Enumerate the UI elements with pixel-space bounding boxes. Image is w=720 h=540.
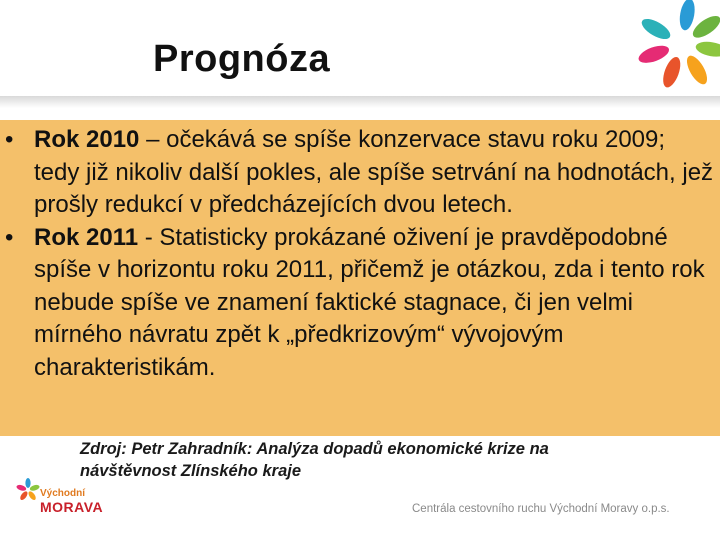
bullet-item-2011	[0, 222, 720, 385]
source-line-1: Zdroj: Petr Zahradník: Analýza dopadů ekonomické krize na	[80, 440, 549, 458]
title-area	[0, 0, 720, 118]
logo-text-morava: MORAVA	[40, 499, 104, 515]
footer-organization: Centrála cestovního ruchu Východní Moravy o.p.s.	[412, 503, 670, 515]
source-line-2: návštěvnost Zlínského kraje	[80, 462, 302, 480]
bullet-list	[0, 124, 720, 384]
vychodni-morava-logo	[16, 472, 106, 522]
logo-text-vychodni: Východní	[40, 488, 86, 499]
source-citation	[80, 438, 549, 482]
bullet-text: – očekává se spíše konzervace stavu roku 2009; tedy již nikoliv další pokles, ale spíše setrvání na hodnotách, jež prošly redukcí v předcházejících dvou letech.	[34, 126, 714, 218]
bullet-marker: •	[5, 126, 14, 153]
title-divider	[0, 96, 720, 108]
bullet-text: - Statisticky prokázané oživení je pravděpodobné spíše v horizontu roku 2011, přičemž je otázkou, zda i tento rok nebude spíše ve znamení faktické stagnace, či jen velmi mírného návratu zpět k „předkrizovým“ vývojovým charakteristikám.	[34, 223, 705, 381]
bullet-lead: Rok 2010	[34, 126, 140, 153]
flower-logo-icon	[620, 0, 720, 96]
bullet-item-2010	[0, 124, 720, 222]
bullet-marker: •	[5, 223, 14, 251]
bullet-lead: Rok 2011	[34, 223, 139, 251]
logo-flower-icon	[16, 478, 40, 502]
slide-title: Prognóza	[153, 38, 331, 80]
